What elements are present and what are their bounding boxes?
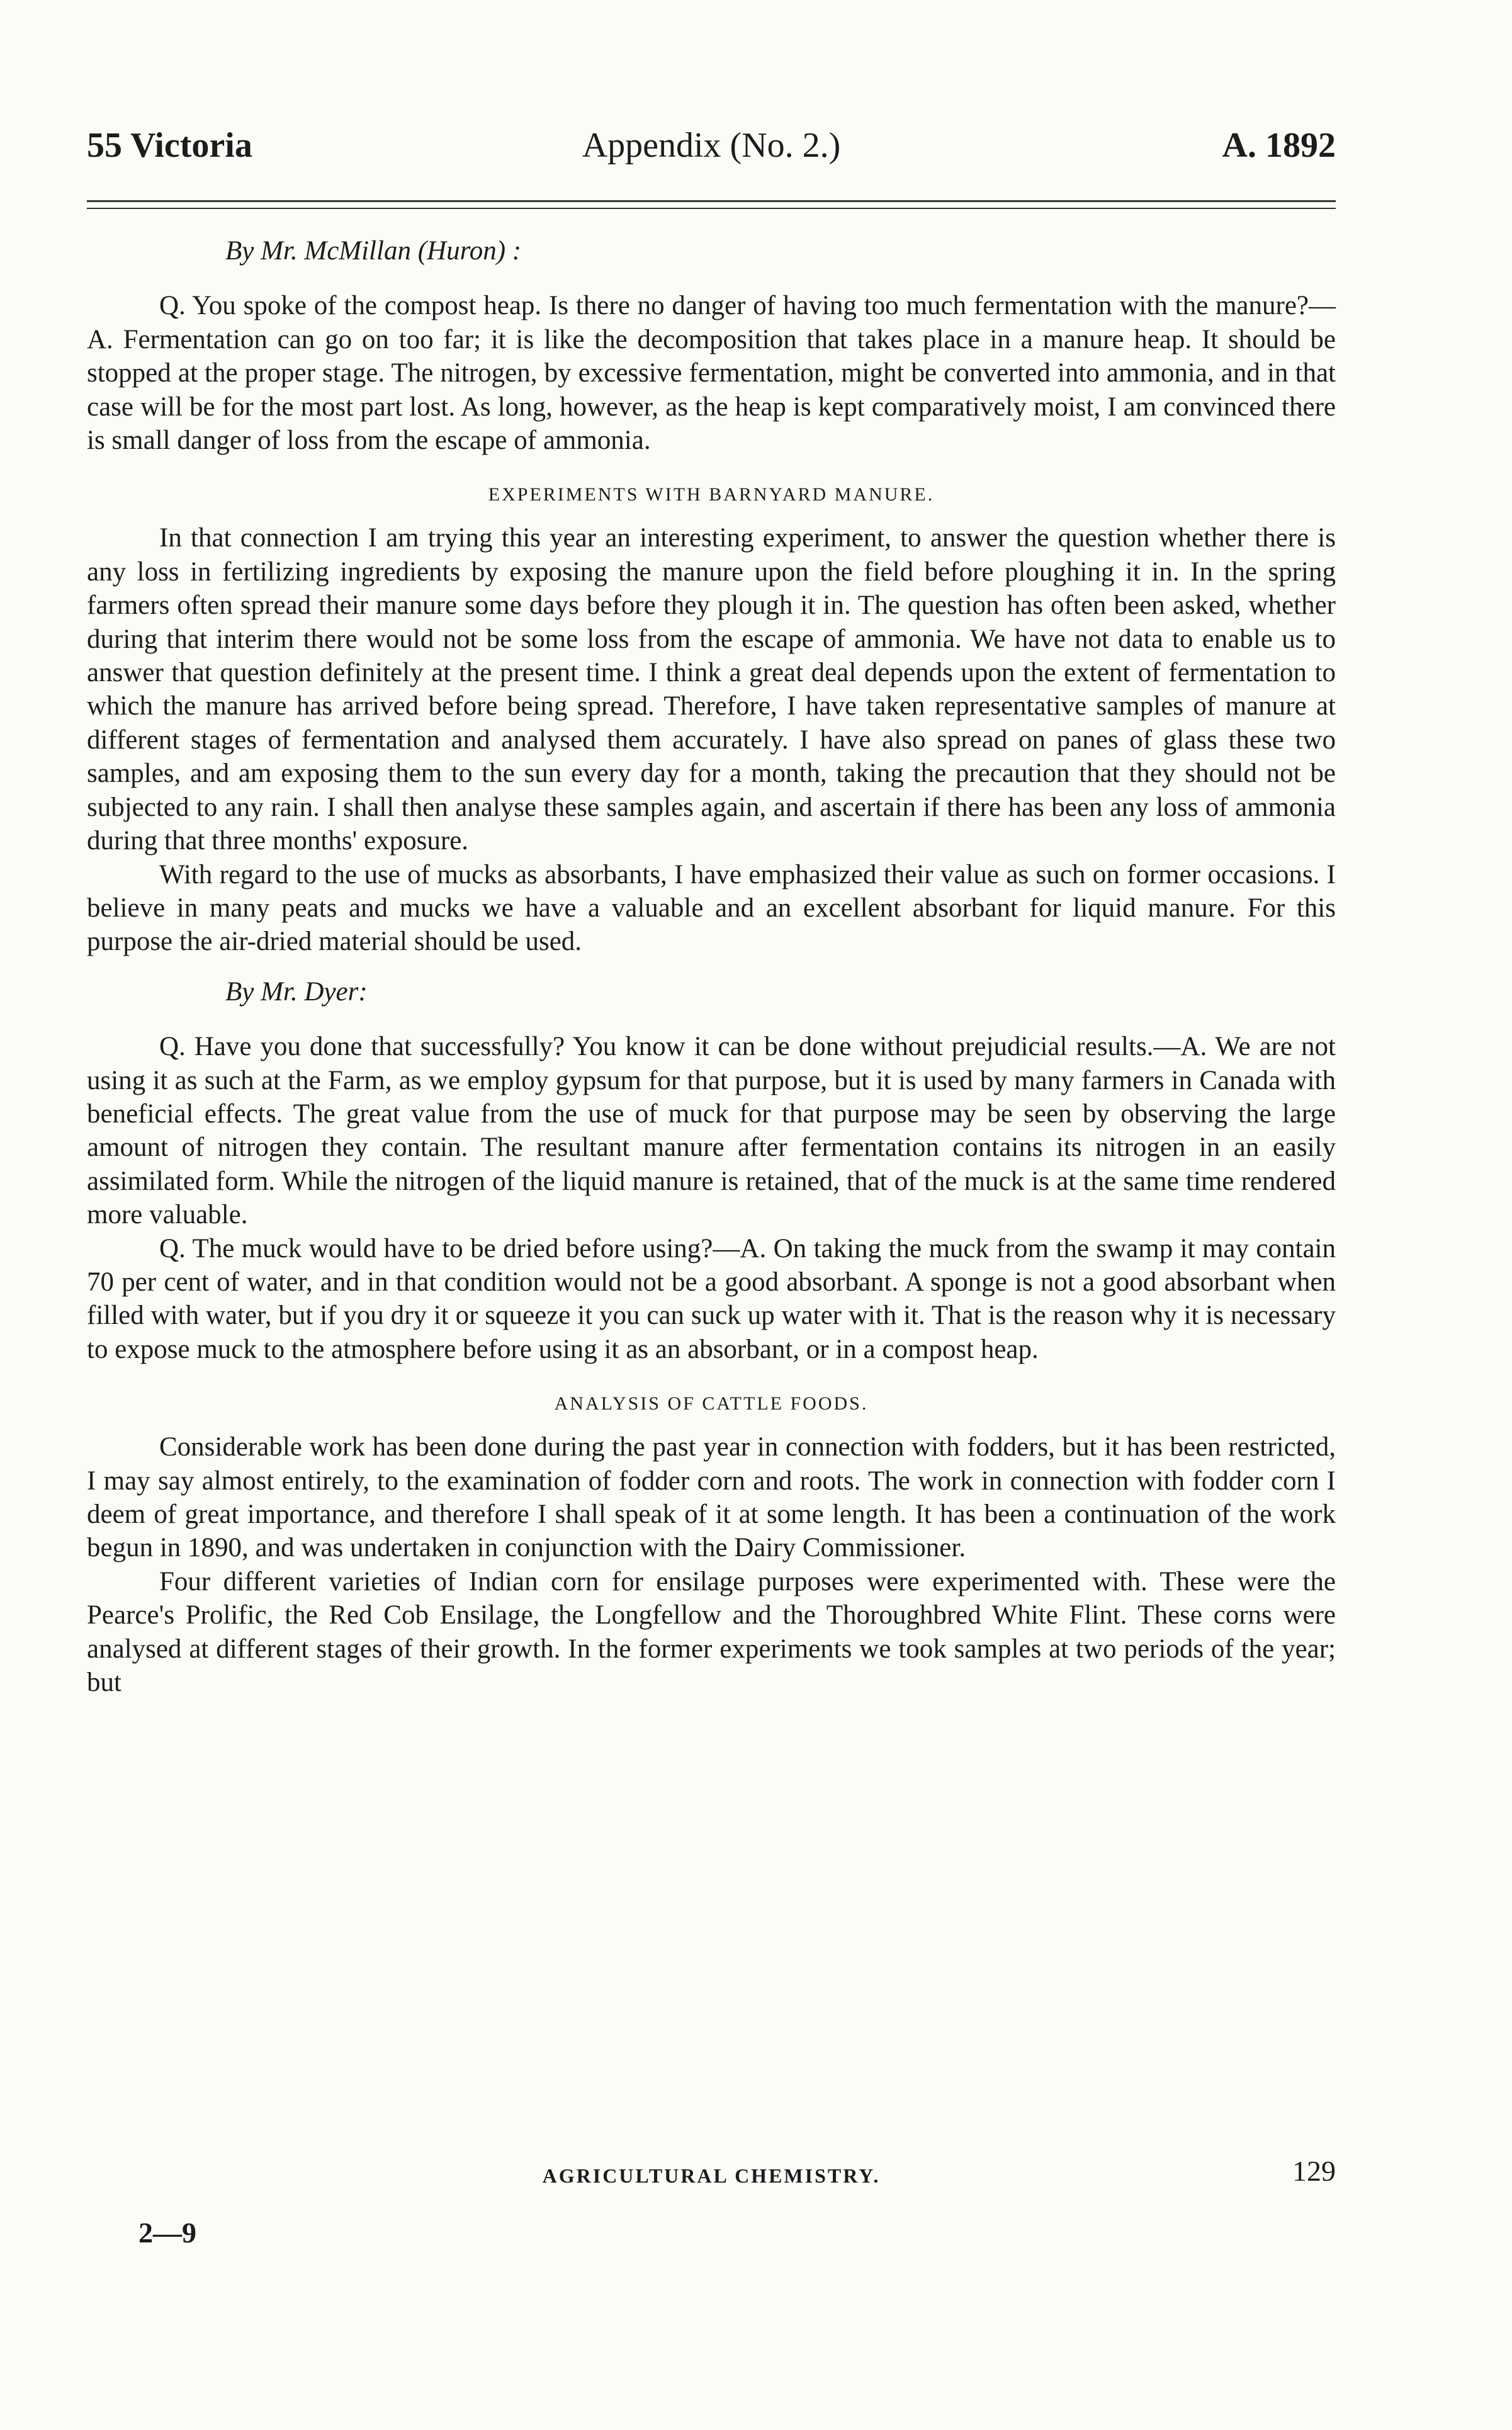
speaker-mcmillan: By Mr. McMillan (Huron) : — [225, 236, 522, 266]
page-number: 129 — [1292, 2155, 1336, 2187]
running-head — [87, 123, 1336, 167]
header-appendix: Appendix (No. 2.) — [582, 126, 841, 165]
paragraph-muck-drying: Q. The muck would have to be dried before using?—A. On taking the muck from the swamp it may contain 70 per cent of water, and in that condition would not be a good absorbant. A sponge is not a good absorbant when filled with water, but if you dry it or squeeze it you can suck up water with it. That is the reason why it is necessary to expose muck to the atmosphere before using it as an absorbant, or in a compost heap. — [87, 1233, 1336, 1364]
header-rule-top — [87, 200, 1336, 202]
paragraph-experiment: In that connection I am trying this year an interesting experiment, to answer the question whether there is any loss in fertilizing ingredients by exposing the manure upon the field before ploughing it in. In the spring farmers often spread their manure some days before they plough it in. The question has often been asked, whether during that interim there would not be some loss from the escape of ammonia. We have not data to enable us to answer that question definitely at the present time. I think a great deal depends upon the extent of fermentation to which the manure has arrived before being spread. Therefore, I have taken representative samples of manure at different stages of fermentation and analysed them accurately. I have also spread on panes of glass these two samples, and am exposing them to the sun every day for a month, taking the precaution that they should not be subjected to any rain. I shall then analyse these samples again, and ascertain if there has been any loss of ammonia during that three months' exposure. — [87, 523, 1336, 856]
section-heading-cattle-foods: ANALYSIS OF CATTLE FOODS. — [554, 1393, 869, 1415]
speaker-dyer: By Mr. Dyer: — [225, 976, 368, 1007]
paragraph-compost-question: Q. You spoke of the compost heap. Is there no danger of having too much fermentation with the manure?—A. Fermentation can go on too far; it is like the decomposition that takes place in a manure heap. It should be stopped at the proper stage. The nitrogen, by excessive fermentation, might be converted into ammonia, and in that case will be for the most part lost. As long, however, as the heap is kept comparatively moist, I am convinced there is small danger of loss from the escape of ammonia. — [87, 291, 1336, 456]
header-volume: 55 Victoria — [87, 126, 252, 165]
footer-section-title: AGRICULTURAL CHEMISTRY. — [542, 2164, 881, 2187]
body-text — [87, 234, 1336, 1699]
paragraph-fodders: Considerable work has been done during the past year in connection with fodders, but it has been restricted, I may say almost entirely, to the examination of fodder corn and roots. The work in connection with fodder corn I deem of great importance, and therefore I shall speak of it at some length. It has been a continuation of the work begun in 1890, and was undertaken in conjunction with the Dairy Commissioner. — [87, 1432, 1336, 1563]
paragraph-indian-corn: Four different varieties of Indian corn for ensilage purposes were experimented with. These were the Pearce's Prolific, the Red Cob Ensilage, the Longfellow and the Thoroughbred White Flint. These corns were analysed at different stages of their growth. In the former experiments we took samples at two periods of the year; but — [87, 1566, 1336, 1698]
page-footer — [87, 2155, 1336, 2196]
header-year: A. 1892 — [1222, 126, 1336, 165]
paragraph-gypsum-question: Q. Have you done that successfully? You know it can be done without prejudicial results.—A. We are not using it as such at the Farm, as we employ gypsum for that purpose, but it is used by many farmers in Canada with beneficial effects. The great value from the use of muck for that purpose may be seen by observing the large amount of nitrogen they contain. The resultant manure after fermentation contains its nitrogen in an easily assimilated form. While the nitrogen of the liquid manure is retained, that of the muck is at the same time rendered more valuable. — [87, 1032, 1336, 1230]
header-rule-bottom — [87, 208, 1336, 209]
section-heading-barnyard-manure: EXPERIMENTS WITH BARNYARD MANURE. — [488, 484, 935, 506]
signature-mark: 2—9 — [138, 2217, 196, 2249]
paragraph-mucks: With regard to the use of mucks as absorbants, I have emphasized their value as such on former occasions. I believe in many peats and mucks we have a valuable and an excellent absorbant for liquid manure. For this purpose the air-dried material should be used. — [87, 859, 1336, 957]
